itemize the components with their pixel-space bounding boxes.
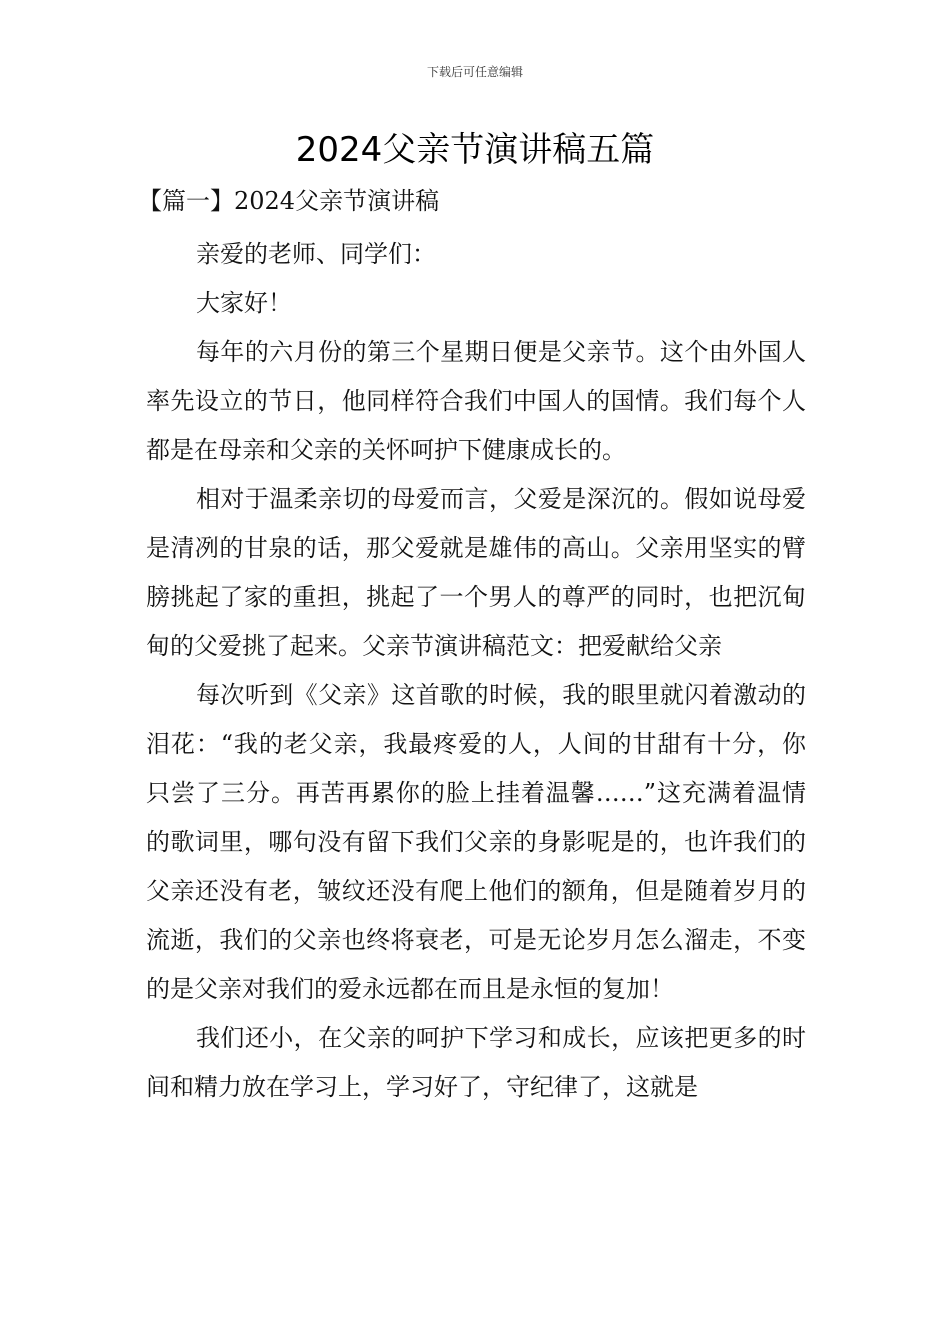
paragraph: 每年的六月份的第三个星期日便是父亲节。这个由外国人率先设立的节日，他同样符合我们中国人的国情。我们每个人都是在母亲和父亲的关怀呵护下健康成长的。	[146, 338, 806, 464]
paragraph: 我们还小，在父亲的呵护下学习和成长，应该把更多的时间和精力放在学习上，学习好了，守纪律了，这就是	[146, 1024, 806, 1101]
header-note: 下载后可任意编辑	[426, 65, 523, 79]
document-body	[138, 178, 806, 1112]
document-title: 2024父亲节演讲稿五篇	[295, 130, 655, 170]
paragraph: 相对于温柔亲切的母爱而言，父爱是深沉的。假如说母爱是清冽的甘泉的话，那父爱就是雄伟的高山。父亲用坚实的臂膀挑起了家的重担，挑起了一个男人的尊严的同时，也把沉甸甸的父爱挑了起来。父亲节演讲稿范文：把爱献给父亲	[146, 485, 806, 660]
paragraph-salutation: 大家好！	[196, 289, 292, 317]
paragraph-greeting: 亲爱的老师、同学们：	[196, 240, 436, 268]
paragraph: 每次听到《父亲》这首歌的时候，我的眼里就闪着激动的泪花：“我的老父亲，我最疼爱的人，人间的甘甜有十分，你只尝了三分。再苦再累你的脸上挂着温馨……”这充满着温情的歌词里，哪句没有留下我们父亲的身影呢是的，也许我们的父亲还没有老，皱纹还没有爬上他们的额角，但是随着岁月的流逝，我们的父亲也终将衰老，可是无论岁月怎么溜走，不变的是父亲对我们的爱永远都在而且是永恒的复加！	[146, 681, 806, 1003]
section-heading: 【篇一】2024父亲节演讲稿	[138, 187, 440, 215]
